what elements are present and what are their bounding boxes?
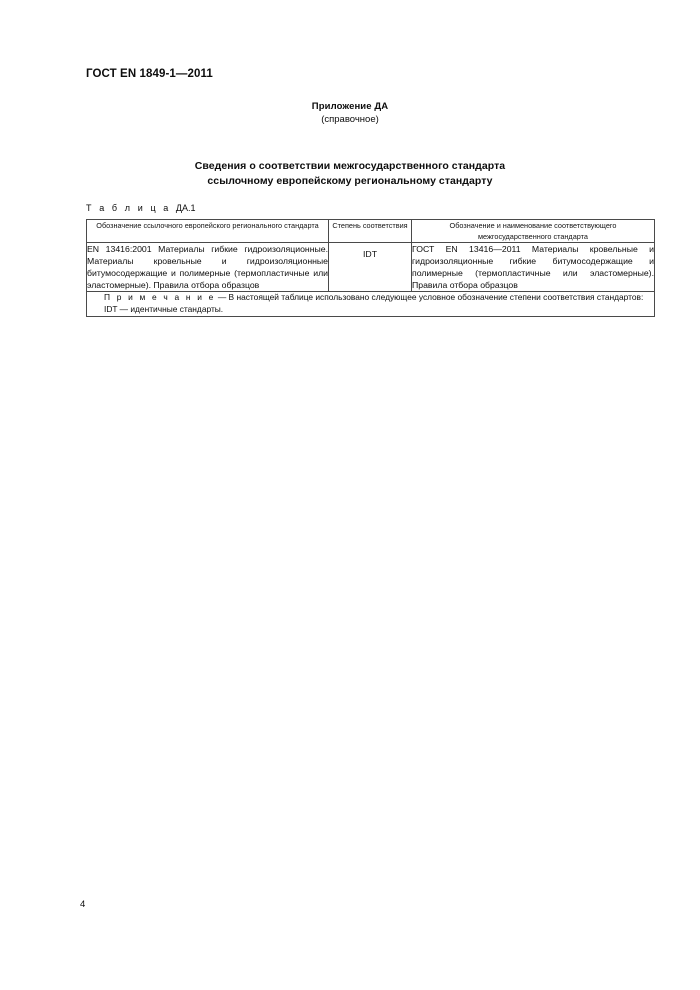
correspondence-table bbox=[86, 219, 655, 317]
cell-interstate-standard: ГОСТ EN 13416—2011 Материалы кровельные и гидроизоляционные гибкие битумосодержащие и полимерные (термопластичные или эластомерные). Правила отбора образцов bbox=[412, 244, 654, 291]
annex-heading-block bbox=[0, 100, 700, 126]
table-note-legend: IDT — идентичные стандарты. bbox=[104, 303, 224, 314]
table-header-degree: Степень соответствия bbox=[329, 220, 412, 243]
table-row bbox=[87, 243, 655, 292]
table-header-interstate-standard: Обозначение и наименование соответствующего межгосударственного стандарта bbox=[412, 220, 655, 243]
table-caption-number: ДА.1 bbox=[175, 203, 196, 213]
table-note bbox=[87, 292, 655, 316]
page-title-line-1: Сведения о соответствии межгосударственного стандарта bbox=[194, 160, 506, 172]
table-note-label: П р и м е ч а н и е bbox=[104, 292, 216, 303]
table-note-paragraph bbox=[87, 292, 654, 304]
table-note-text: В настоящей таблице использовано следующее условное обозначение степени соответствия стандартов: bbox=[228, 292, 644, 303]
table-header-reference-standard: Обозначение ссылочного европейского регионального стандарта bbox=[87, 220, 329, 243]
table-caption bbox=[86, 203, 196, 213]
running-head: ГОСТ EN 1849-1—2011 bbox=[86, 68, 213, 80]
cell-degree: IDT bbox=[329, 243, 412, 292]
table-caption-word: Т а б л и ц а bbox=[86, 203, 171, 213]
cell-reference-standard: EN 13416:2001 Материалы гибкие гидроизоляционные. Материалы кровельные и гидроизоляционные битумосодержащие и полимерные (термопластичные или эластомерные). Правила отбора образцов bbox=[87, 244, 328, 291]
table-note-row bbox=[87, 292, 655, 316]
table-header-row bbox=[87, 220, 655, 243]
page-title bbox=[0, 159, 700, 189]
annex-subtitle: (справочное) bbox=[321, 114, 379, 125]
page-number: 4 bbox=[80, 899, 86, 910]
table-note-dash: — bbox=[215, 292, 229, 303]
page-title-line-2: ссылочному европейскому региональному стандарту bbox=[207, 175, 493, 187]
annex-title: Приложение ДА bbox=[311, 101, 389, 112]
